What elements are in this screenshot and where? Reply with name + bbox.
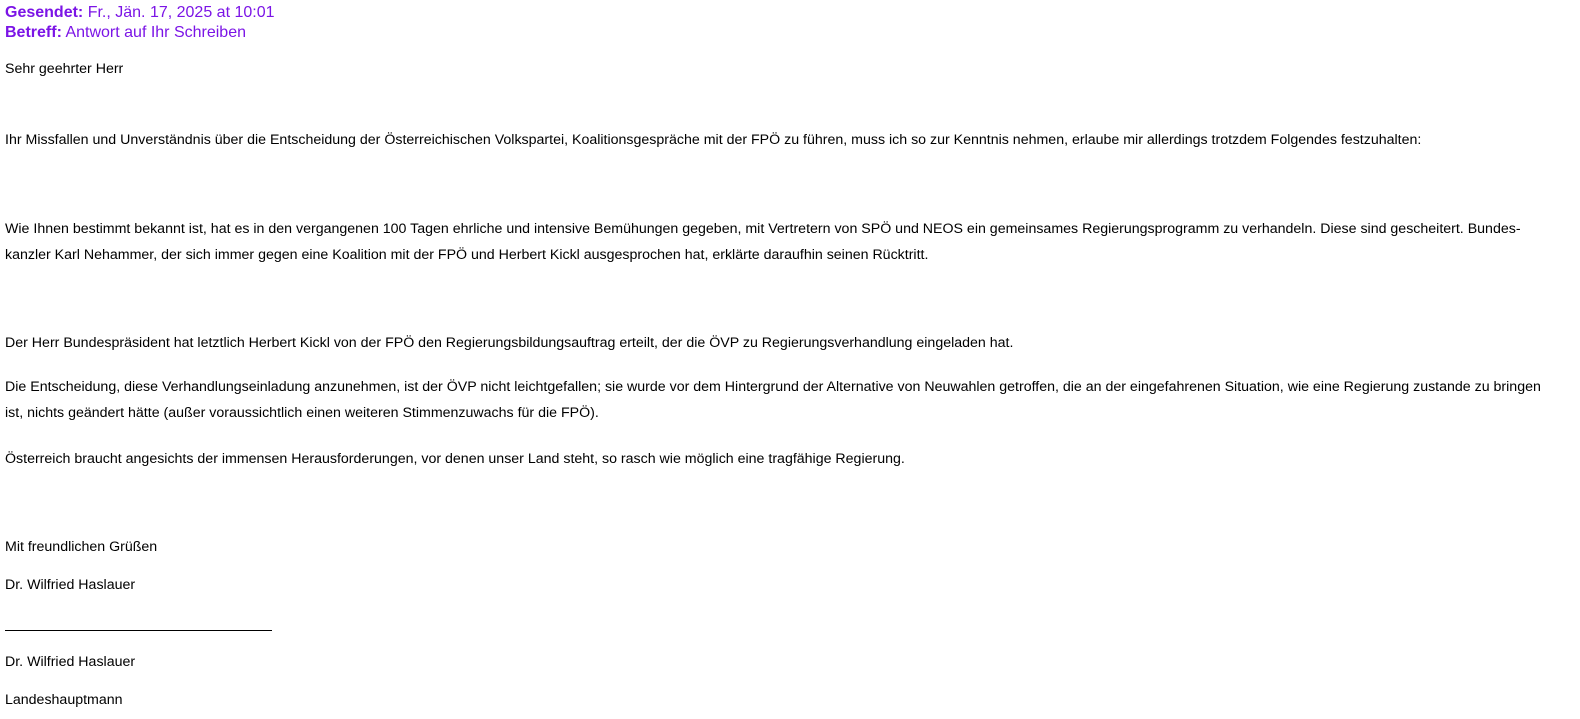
signature-divider bbox=[5, 630, 272, 631]
closing: Mit freundlichen Grüßen bbox=[5, 539, 158, 555]
signer-name: Dr. Wilfried Haslauer bbox=[5, 577, 136, 593]
paragraph-2-line-2: kanzler Karl Nehammer, der sich immer gegen eine Koalition mit der FPÖ und Herbert Kickl ausgesprochen hat, erklärte daraufhin seinen Rücktritt. bbox=[5, 247, 929, 263]
sent-header bbox=[5, 3, 275, 23]
signature-title: Landeshauptmann bbox=[5, 692, 123, 708]
subject-header bbox=[5, 23, 246, 43]
salutation: Sehr geehrter Herr bbox=[5, 61, 124, 77]
paragraph-2-line-1: Wie Ihnen bestimmt bekannt ist, hat es in den vergangenen 100 Tagen ehrliche und intensive Bemühungen gegeben, mit Vertretern von SPÖ und NEOS ein gemeinsames Regierungsprogramm zu verhandeln. Diese sind gescheitert. Bundes- bbox=[5, 221, 1521, 237]
paragraph-4-line-1: Die Entscheidung, diese Verhandlungseinladung anzunehmen, ist der ÖVP nicht leichtgefallen; sie wurde vor dem Hintergrund der Alternative von Neuwahlen getroffen, die an der eingefahrenen Situation, wie eine Regierung zustande zu bringen bbox=[5, 379, 1541, 395]
paragraph-1: Ihr Missfallen und Unverständnis über die Entscheidung der Österreichischen Volkspartei, Koalitionsgespräche mit der FPÖ zu führen, muss ich so zur Kenntnis nehmen, erlaube mir allerdings trotzdem Folgendes festzuhalten: bbox=[5, 132, 1422, 148]
paragraph-5: Österreich braucht angesichts der immensen Herausforderungen, vor denen unser Land steht, so rasch wie möglich eine tragfähige Regierung. bbox=[5, 451, 905, 467]
sent-value: Fr., Jän. 17, 2025 at 10:01 bbox=[87, 4, 275, 21]
sent-label: Gesendet: bbox=[5, 4, 84, 21]
paragraph-4-line-2: ist, nichts geändert hätte (außer voraussichtlich einen weiteren Stimmenzuwachs für die FPÖ). bbox=[5, 405, 599, 421]
paragraph-3: Der Herr Bundespräsident hat letztlich Herbert Kickl von der FPÖ den Regierungsbildungsauftrag erteilt, der die ÖVP zu Regierungsverhandlung eingeladen hat. bbox=[5, 335, 1014, 351]
signature-name: Dr. Wilfried Haslauer bbox=[5, 654, 136, 670]
subject-label: Betreff: bbox=[5, 24, 62, 41]
subject-value: Antwort auf Ihr Schreiben bbox=[65, 24, 246, 41]
